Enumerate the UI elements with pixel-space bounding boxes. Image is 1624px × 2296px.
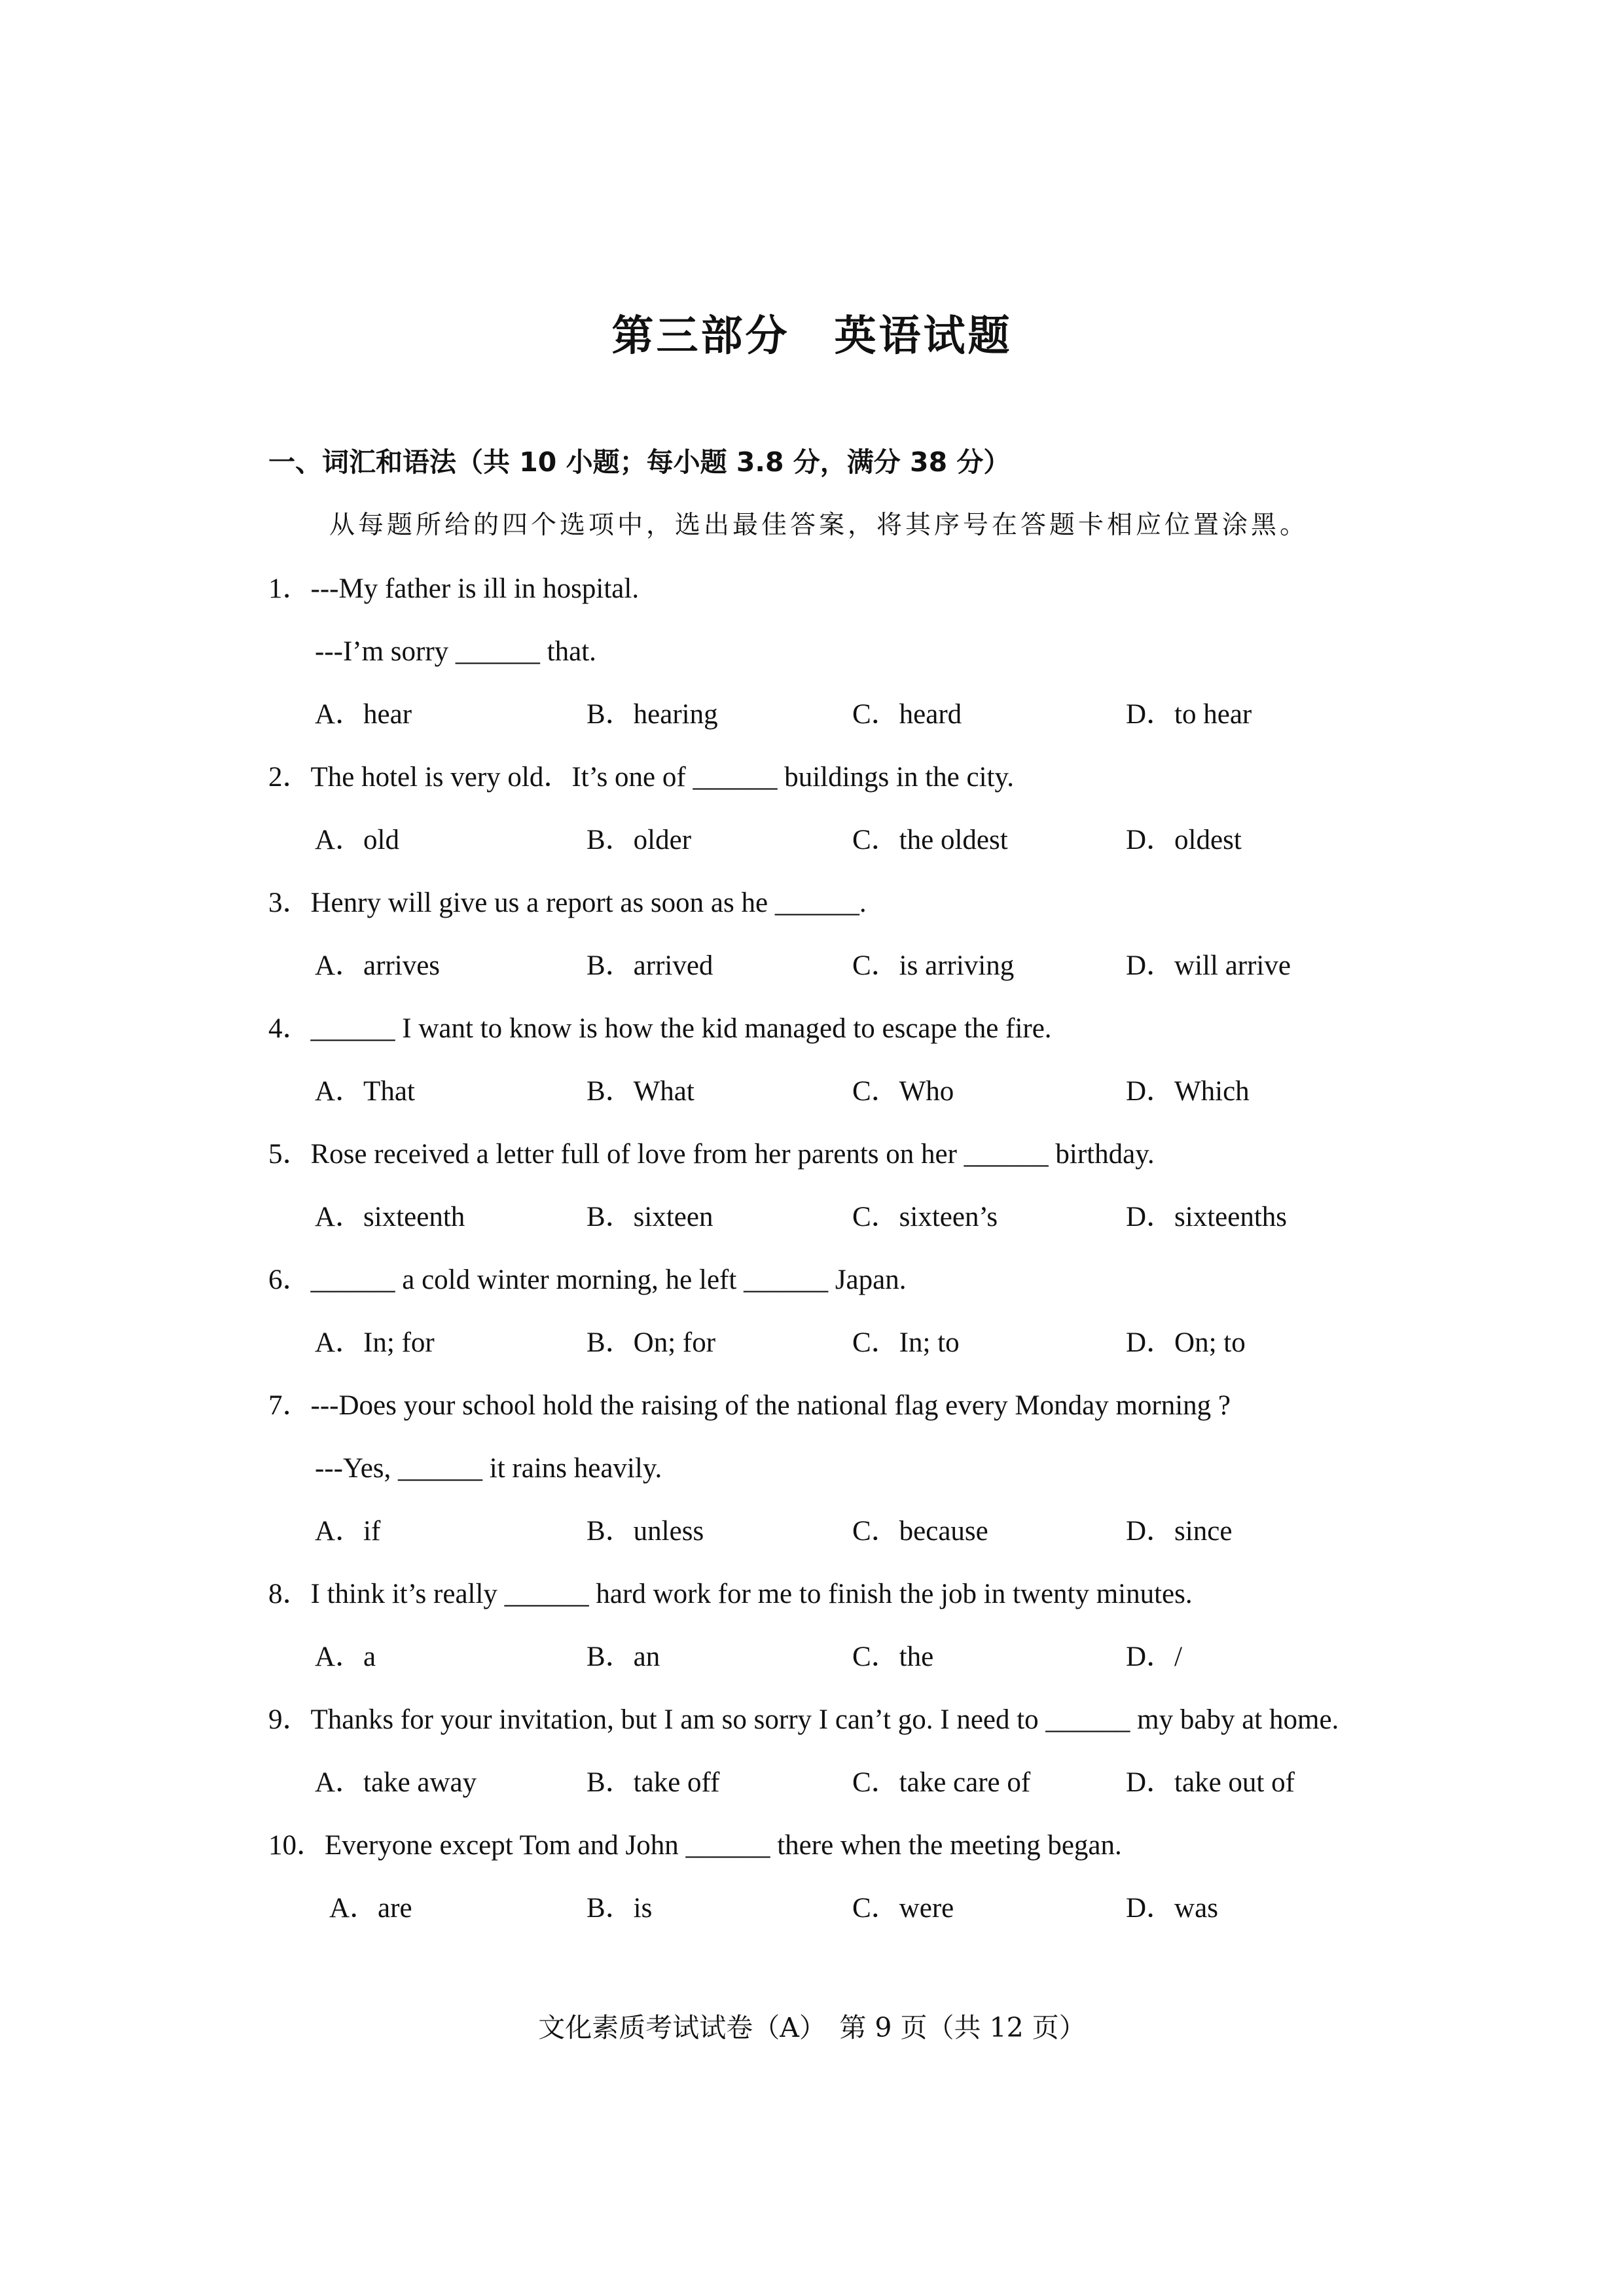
question-3-option-a[interactable]: A．arrives: [315, 950, 441, 981]
question-1-stem: 1．---My father is ill in hospital.: [268, 573, 640, 604]
section-heading: 一、词汇和语法（共 10 小题；每小题 3.8 分，满分 38 分）: [268, 446, 1011, 478]
question-4-option-d[interactable]: D．Which: [1126, 1076, 1250, 1107]
question-5-option-c[interactable]: C．sixteen’s: [852, 1202, 998, 1232]
question-3-option-d[interactable]: D．will arrive: [1126, 950, 1291, 981]
question-7-stem: 7．---Does your school hold the raising of the national flag every Monday morning ?: [268, 1390, 1231, 1421]
section-instruction: 从每题所给的四个选项中，选出最佳答案，将其序号在答题卡相应位置涂黑。: [329, 511, 1309, 540]
question-3-stem: 3．Henry will give us a report as soon as he ______.: [268, 888, 867, 918]
question-8-option-b[interactable]: B．an: [586, 1641, 660, 1672]
question-9-option-d[interactable]: D．take out of: [1126, 1767, 1295, 1798]
question-10-option-d[interactable]: D．was: [1126, 1893, 1218, 1924]
question-1-reply: ---I’m sorry ______ that.: [315, 636, 596, 667]
question-6-option-b[interactable]: B．On; for: [586, 1327, 716, 1358]
question-1-option-a[interactable]: A．hear: [315, 699, 412, 730]
question-1-option-d[interactable]: D．to hear: [1126, 699, 1252, 730]
question-4-option-a[interactable]: A．That: [315, 1076, 415, 1107]
question-5-option-a[interactable]: A．sixteenth: [315, 1202, 465, 1232]
question-5-option-b[interactable]: B．sixteen: [586, 1202, 713, 1232]
question-2-option-c[interactable]: C．the oldest: [852, 825, 1008, 855]
question-10-option-b[interactable]: B．is: [586, 1893, 653, 1924]
question-3-option-b[interactable]: B．arrived: [586, 950, 713, 981]
question-5-stem: 5．Rose received a letter full of love from her parents on her ______ birthday.: [268, 1139, 1155, 1170]
question-10-stem: 10．Everyone except Tom and John ______ there when the meeting began.: [268, 1830, 1122, 1861]
question-7-reply: ---Yes, ______ it rains heavily.: [315, 1453, 662, 1484]
question-4-option-b[interactable]: B．What: [586, 1076, 695, 1107]
question-3-option-c[interactable]: C．is arriving: [852, 950, 1015, 981]
question-8-option-c[interactable]: C．the: [852, 1641, 934, 1672]
question-5-option-d[interactable]: D．sixteenths: [1126, 1202, 1288, 1232]
question-2-option-a[interactable]: A．old: [315, 825, 399, 855]
question-10-option-c[interactable]: C．were: [852, 1893, 954, 1924]
question-8-option-d[interactable]: D．/: [1126, 1641, 1182, 1672]
question-9-option-b[interactable]: B．take off: [586, 1767, 720, 1798]
question-7-option-d[interactable]: D．since: [1126, 1516, 1233, 1547]
question-9-option-a[interactable]: A．take away: [315, 1767, 477, 1798]
page-footer: 文化素质考试试卷（A） 第 9 页（共 12 页）: [538, 2012, 1086, 2043]
question-6-option-c[interactable]: C．In; to: [852, 1327, 960, 1358]
question-10-option-a[interactable]: A．are: [329, 1893, 412, 1924]
question-6-option-a[interactable]: A．In; for: [315, 1327, 435, 1358]
question-6-stem: 6．______ a cold winter morning, he left ______ Japan.: [268, 1265, 907, 1295]
question-6-option-d[interactable]: D．On; to: [1126, 1327, 1246, 1358]
question-9-option-c[interactable]: C．take care of: [852, 1767, 1031, 1798]
question-1-option-b[interactable]: B．hearing: [586, 699, 718, 730]
question-2-option-d[interactable]: D．oldest: [1126, 825, 1242, 855]
question-2-stem: 2．The hotel is very old．It’s one of ______ buildings in the city.: [268, 762, 1014, 793]
question-4-stem: 4．______ I want to know is how the kid managed to escape the fire.: [268, 1013, 1052, 1044]
question-8-stem: 8．I think it’s really ______ hard work for me to finish the job in twenty minutes.: [268, 1579, 1193, 1609]
page-title: 第三部分 英语试题: [611, 312, 1013, 361]
question-8-option-a[interactable]: A．a: [315, 1641, 376, 1672]
question-9-stem: 9．Thanks for your invitation, but I am so sorry I can’t go. I need to ______ my baby at home.: [268, 1704, 1339, 1735]
question-2-option-b[interactable]: B．older: [586, 825, 692, 855]
question-7-option-a[interactable]: A．if: [315, 1516, 381, 1547]
question-7-option-c[interactable]: C．because: [852, 1516, 988, 1547]
question-1-option-c[interactable]: C．heard: [852, 699, 962, 730]
question-7-option-b[interactable]: B．unless: [586, 1516, 704, 1547]
question-4-option-c[interactable]: C．Who: [852, 1076, 954, 1107]
